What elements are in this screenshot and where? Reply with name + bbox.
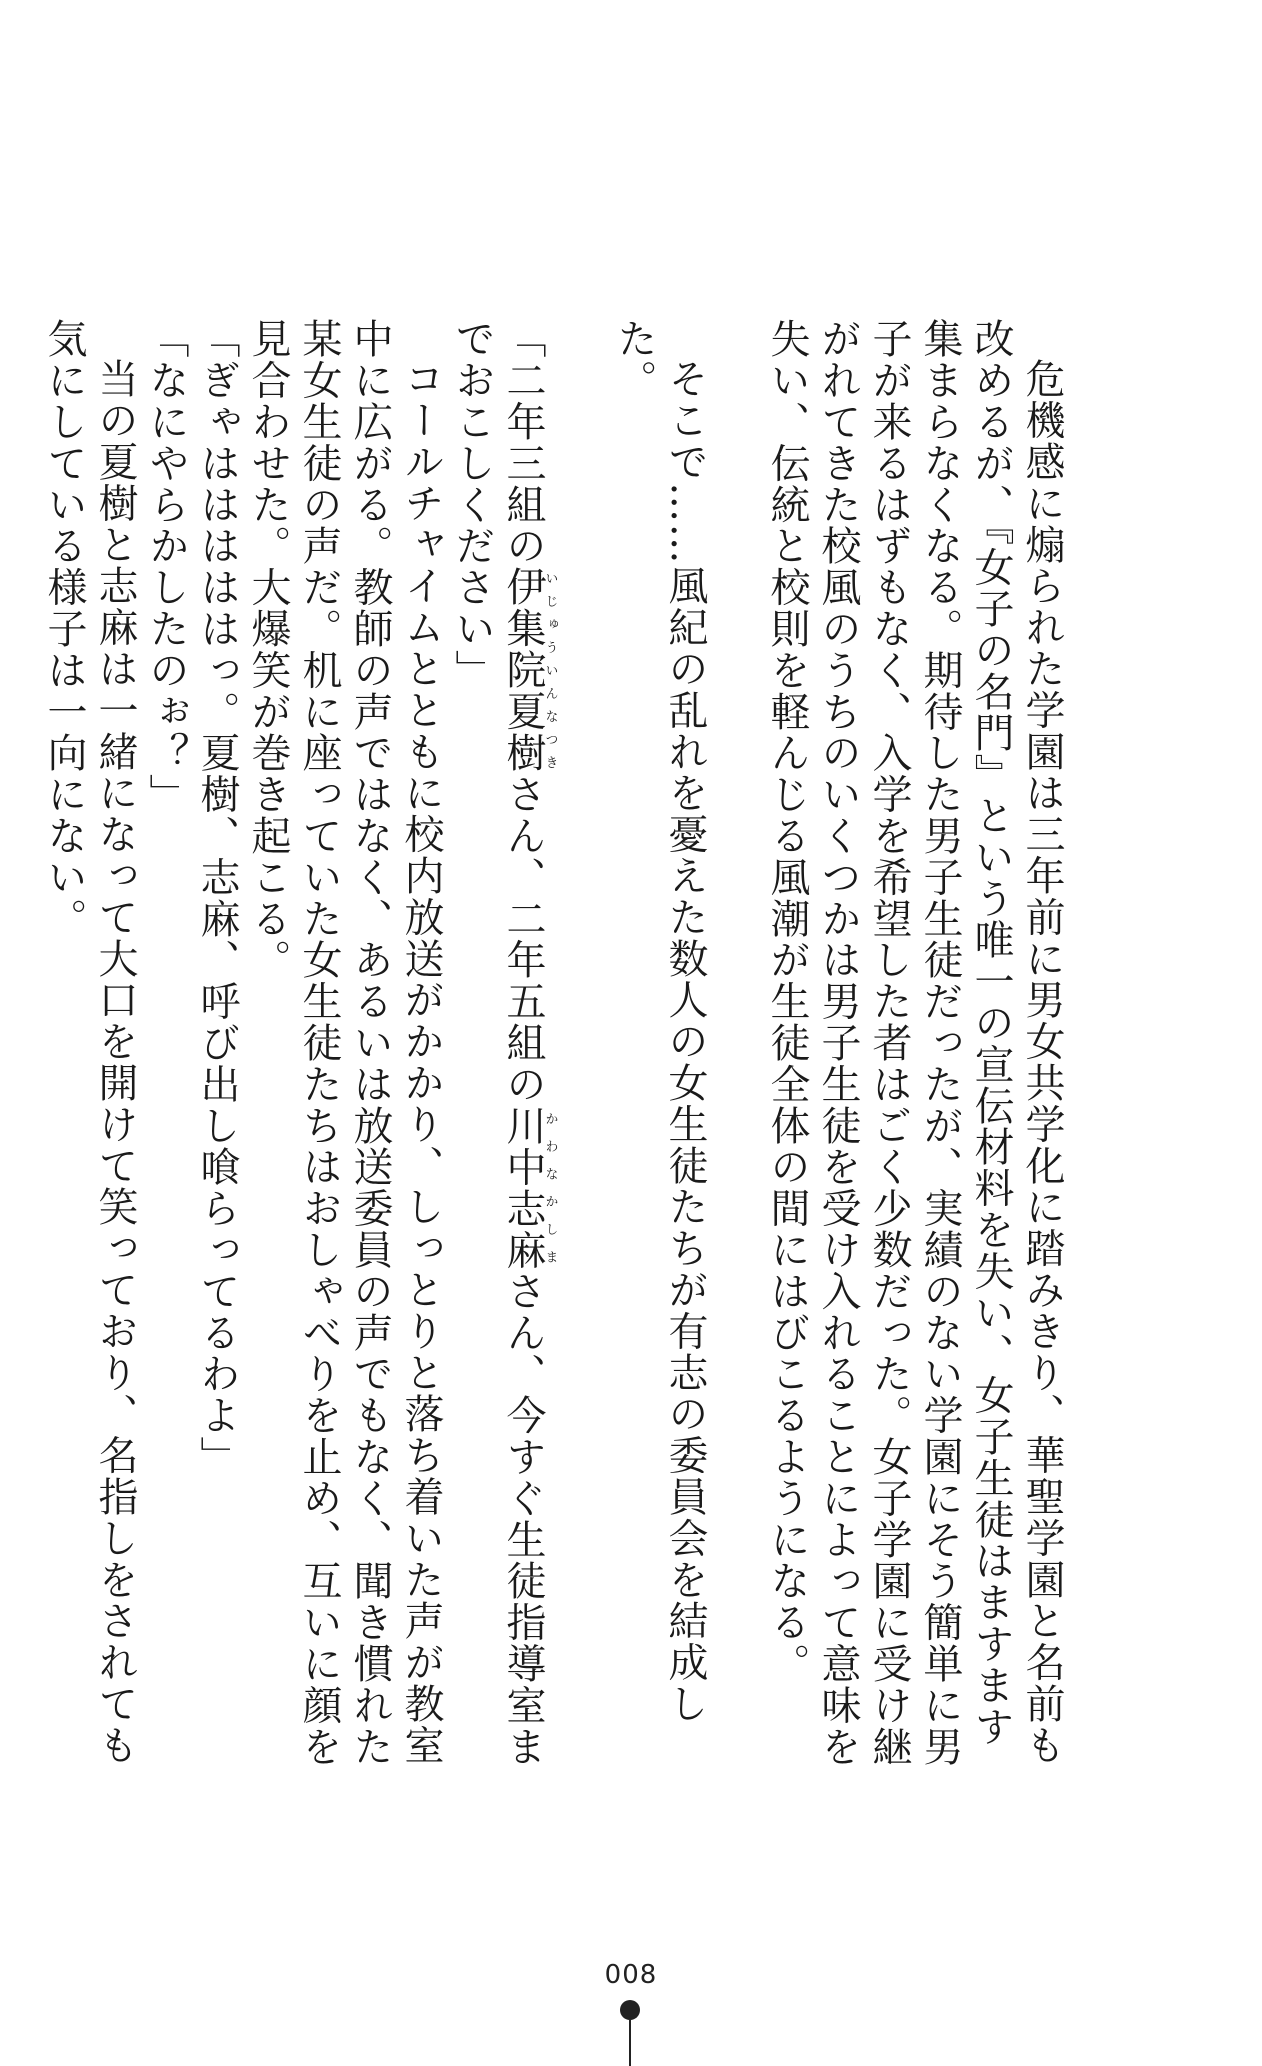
paragraph-broadcast: コールチャイムとともに校内放送がかかり、しっとりと落ち着いた声が教室中に広がる。教師の声ではなく、あるいは放送委員の声でもなく、聞き慣れた某女生徒の声だ。机に座っていた女生徒たちはおしゃべりを止め、互いに顔を見合わせた。大爆笑が巻き起こる。 xyxy=(245,318,444,1767)
announcement-part: さん、二年五組の xyxy=(500,773,546,1105)
name-natsuki: 伊集院夏樹いじゅういんなつき xyxy=(500,566,558,774)
dialogue-announcement xyxy=(446,318,557,1768)
page-marker-dot xyxy=(620,2000,640,2020)
paragraph-reaction: 当の夏樹と志麻は一緒になって大口を開けて笑っており、名指しをされても気にしている様子は一向にない。 xyxy=(41,318,138,1766)
dialogue-question: 「なにやらかしたのぉ？」 xyxy=(143,318,189,815)
paragraph-school-history: 危機感に煽られた学園は三年前に男女共学化に踏みきり、華聖学園と名前も改めるが、『女子の名門』という唯一の宣伝材料を失い、女子生徒はますます集まらなくなる。期待した男子生徒だったが、実績のない学園にそう簡単に男子が来るはずもなく、入学を希望した者はごく少数だった。女子学園に受け継がれてきた校風のうちのいくつかは男子生徒を受け入れることによって意味を失い、伝統と校則を軽んじる風潮が生徒全体の間にはびこるようになる。 xyxy=(764,318,1065,1767)
laughter-sentence: 大爆笑が巻き起こる。 xyxy=(245,566,291,981)
name-shima-reading: かわなかしま xyxy=(542,1104,558,1271)
page-marker-line xyxy=(629,2020,631,2066)
announcement-part: 「二年三組の xyxy=(500,318,546,567)
name-shima: 川中志麻かわなかしま xyxy=(500,1104,558,1271)
body-text xyxy=(41,318,1067,1768)
paragraph-committee: そこで……風紀の乱れを憂えた数人の女生徒たちが有志の委員会を結成した。 xyxy=(611,318,708,1725)
paragraph-gap xyxy=(557,318,608,1768)
announcement-part: さん、今すぐ生徒指導室までおこしください」 xyxy=(449,318,546,1768)
paragraph-gap xyxy=(710,318,761,1768)
name-natsuki-reading: いじゅういんなつき xyxy=(542,566,558,774)
dialogue-laughter: 「ぎゃはははははっ。夏樹、志麻、呼び出し喰らってるわよ」 xyxy=(194,318,240,1478)
page-number: 008 xyxy=(604,1960,658,1990)
